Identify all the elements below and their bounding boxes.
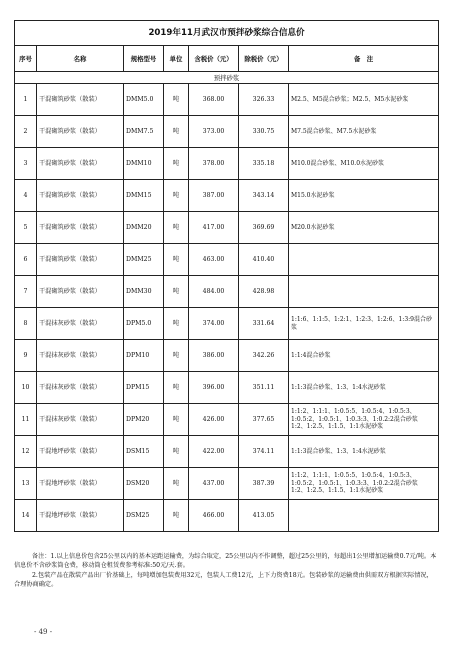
cell-unit: 吨: [164, 404, 189, 436]
table-body: [15, 84, 439, 532]
table-row: [15, 468, 439, 500]
cell-note: [289, 276, 439, 308]
cell-price-notax: 335.18: [239, 148, 289, 180]
table-row: [15, 372, 439, 404]
header-unit: 单位: [164, 46, 189, 72]
table-row: [15, 436, 439, 468]
cell-seq: 1: [15, 84, 37, 116]
cell-spec: DSM25: [124, 500, 164, 532]
header-price-notax: 除税价（元）: [239, 46, 289, 72]
cell-note: [289, 244, 439, 276]
cell-spec: DPM5.0: [124, 308, 164, 340]
header-name: 名称: [37, 46, 124, 72]
cell-unit: 吨: [164, 116, 189, 148]
cell-unit: 吨: [164, 244, 189, 276]
table-row: [15, 212, 439, 244]
cell-price-notax: 331.64: [239, 308, 289, 340]
cell-spec: DMM15: [124, 180, 164, 212]
cell-spec: DMM25: [124, 244, 164, 276]
remarks-block: [14, 552, 438, 590]
cell-name: 干混砌筑砂浆（散装）: [37, 276, 124, 308]
cell-note: M7.5混合砂浆、M7.5水泥砂浆: [289, 116, 439, 148]
cell-seq: 6: [15, 244, 37, 276]
cell-note: 1:1:4混合砂浆: [289, 340, 439, 372]
cell-unit: 吨: [164, 372, 189, 404]
cell-spec: DMM30: [124, 276, 164, 308]
cell-spec: DSM20: [124, 468, 164, 500]
cell-note: M15.0水泥砂浆: [289, 180, 439, 212]
cell-note: 1:1:6、1:1:5、1:2:1、1:2:3、1:2:6、1:3:9混合砂浆: [289, 308, 439, 340]
cell-unit: 吨: [164, 500, 189, 532]
cell-seq: 10: [15, 372, 37, 404]
cell-unit: 吨: [164, 180, 189, 212]
cell-name: 干混砌筑砂浆（散装）: [37, 244, 124, 276]
cell-unit: 吨: [164, 308, 189, 340]
cell-seq: 12: [15, 436, 37, 468]
cell-note: M2.5、M5混合砂浆；M2.5、M5水泥砂浆: [289, 84, 439, 116]
cell-name: 干混砌筑砂浆（散装）: [37, 180, 124, 212]
cell-price-tax: 466.00: [189, 500, 239, 532]
header-row: [15, 46, 439, 72]
table-row: [15, 308, 439, 340]
cell-seq: 5: [15, 212, 37, 244]
header-seq: 序号: [15, 46, 37, 72]
cell-price-tax: 387.00: [189, 180, 239, 212]
cell-price-notax: 351.11: [239, 372, 289, 404]
cell-spec: DMM10: [124, 148, 164, 180]
cell-name: 干混地坪砂浆（散装）: [37, 468, 124, 500]
cell-unit: 吨: [164, 84, 189, 116]
cell-name: 干混抹灰砂浆（散装）: [37, 372, 124, 404]
cell-price-tax: 368.00: [189, 84, 239, 116]
cell-price-notax: 343.14: [239, 180, 289, 212]
cell-spec: DMM7.5: [124, 116, 164, 148]
cell-price-tax: 396.00: [189, 372, 239, 404]
table-row: [15, 148, 439, 180]
cell-price-notax: 326.33: [239, 84, 289, 116]
price-table: [14, 20, 439, 532]
table-row: [15, 276, 439, 308]
cell-name: 干混抹灰砂浆（散装）: [37, 404, 124, 436]
table-row: [15, 84, 439, 116]
cell-price-notax: 374.11: [239, 436, 289, 468]
cell-seq: 7: [15, 276, 37, 308]
cell-price-notax: 330.75: [239, 116, 289, 148]
cell-note: 1:1:2、1:1:1、1:0.5:5、1:0.5:4、1:0.5:3、1:0.5:2、1:0.5:1、1:0.3:3、1:0.2:2混合砂浆 1:2、1:2.5、1:1.5、1:1水泥砂浆: [289, 468, 439, 500]
cell-price-notax: 387.39: [239, 468, 289, 500]
cell-name: 干混砌筑砂浆（散装）: [37, 212, 124, 244]
cell-price-tax: 426.00: [189, 404, 239, 436]
cell-price-notax: 342.26: [239, 340, 289, 372]
table-row: [15, 244, 439, 276]
cell-spec: DPM20: [124, 404, 164, 436]
cell-seq: 3: [15, 148, 37, 180]
cell-seq: 2: [15, 116, 37, 148]
cell-price-notax: 413.05: [239, 500, 289, 532]
header-spec: 规格型号: [124, 46, 164, 72]
cell-price-tax: 386.00: [189, 340, 239, 372]
cell-price-tax: 463.00: [189, 244, 239, 276]
cell-unit: 吨: [164, 340, 189, 372]
cell-price-tax: 378.00: [189, 148, 239, 180]
cell-name: 干混砌筑砂浆（散装）: [37, 84, 124, 116]
table-title: 2019年11月武汉市预拌砂浆综合信息价: [15, 21, 439, 46]
cell-unit: 吨: [164, 148, 189, 180]
header-price-tax: 含税价（元）: [189, 46, 239, 72]
cell-price-tax: 484.00: [189, 276, 239, 308]
price-sheet: [14, 20, 438, 532]
cell-note: 1:1:3混合砂浆、1:3、1:4水泥砂浆: [289, 436, 439, 468]
cell-name: 干混地坪砂浆（散装）: [37, 436, 124, 468]
cell-seq: 9: [15, 340, 37, 372]
cell-price-notax: 428.98: [239, 276, 289, 308]
cell-name: 干混抹灰砂浆（散装）: [37, 340, 124, 372]
cell-unit: 吨: [164, 436, 189, 468]
cell-spec: DPM15: [124, 372, 164, 404]
cell-price-tax: 437.00: [189, 468, 239, 500]
cell-seq: 13: [15, 468, 37, 500]
cell-note: 1:1:3混合砂浆、1:3、1:4水泥砂浆: [289, 372, 439, 404]
cell-unit: 吨: [164, 468, 189, 500]
cell-seq: 11: [15, 404, 37, 436]
cell-seq: 4: [15, 180, 37, 212]
table-row: [15, 180, 439, 212]
table-row: [15, 340, 439, 372]
cell-spec: DSM15: [124, 436, 164, 468]
cell-note: [289, 500, 439, 532]
cell-note: M10.0混合砂浆、M10.0水泥砂浆: [289, 148, 439, 180]
category-row: [15, 72, 439, 84]
cell-price-notax: 369.69: [239, 212, 289, 244]
cell-price-tax: 373.00: [189, 116, 239, 148]
page-number: - 49 -: [34, 628, 53, 636]
category-label: 预拌砂浆: [15, 72, 439, 84]
cell-price-tax: 374.00: [189, 308, 239, 340]
cell-price-tax: 417.00: [189, 212, 239, 244]
table-row: [15, 116, 439, 148]
remark-1: 备注：1.以上信息价包含25公里以内的基本运距运输费，为综合取定，25公里以内不作调整，超过25公里的，每超出1公里增加运输费0.7元/吨。本信息价不含砂浆筒仓费，移动筒仓租赁费参考标准:50元/天.套。: [14, 553, 437, 570]
cell-price-notax: 410.40: [239, 244, 289, 276]
table-row: [15, 500, 439, 532]
header-note: 备 注: [289, 46, 439, 72]
cell-spec: DMM20: [124, 212, 164, 244]
table-row: [15, 404, 439, 436]
cell-name: 干混砌筑砂浆（散装）: [37, 148, 124, 180]
cell-note: 1:1:2、1:1:1、1:0.5:5、1:0.5:4、1:0.5:3、1:0.5:2、1:0.5:1、1:0.3:3、1:0.2:2混合砂浆 1:2、1:2.5、1:1.5、1:1水泥砂浆: [289, 404, 439, 436]
cell-price-tax: 422.00: [189, 436, 239, 468]
cell-seq: 8: [15, 308, 37, 340]
cell-unit: 吨: [164, 276, 189, 308]
cell-seq: 14: [15, 500, 37, 532]
cell-spec: DPM10: [124, 340, 164, 372]
cell-price-notax: 377.65: [239, 404, 289, 436]
cell-name: 干混砌筑砂浆（散装）: [37, 116, 124, 148]
cell-name: 干混地坪砂浆（散装）: [37, 500, 124, 532]
remark-2: 2.包装产品在散装产品出厂价基础上，每吨增加包装费用32元，包装人工费12元，上下力资费18元。包装砂浆的运输费由供需双方根据实际情况，合理协商确定。: [14, 571, 433, 589]
cell-name: 干混抹灰砂浆（散装）: [37, 308, 124, 340]
cell-note: M20.0水泥砂浆: [289, 212, 439, 244]
cell-spec: DMM5.0: [124, 84, 164, 116]
cell-unit: 吨: [164, 212, 189, 244]
